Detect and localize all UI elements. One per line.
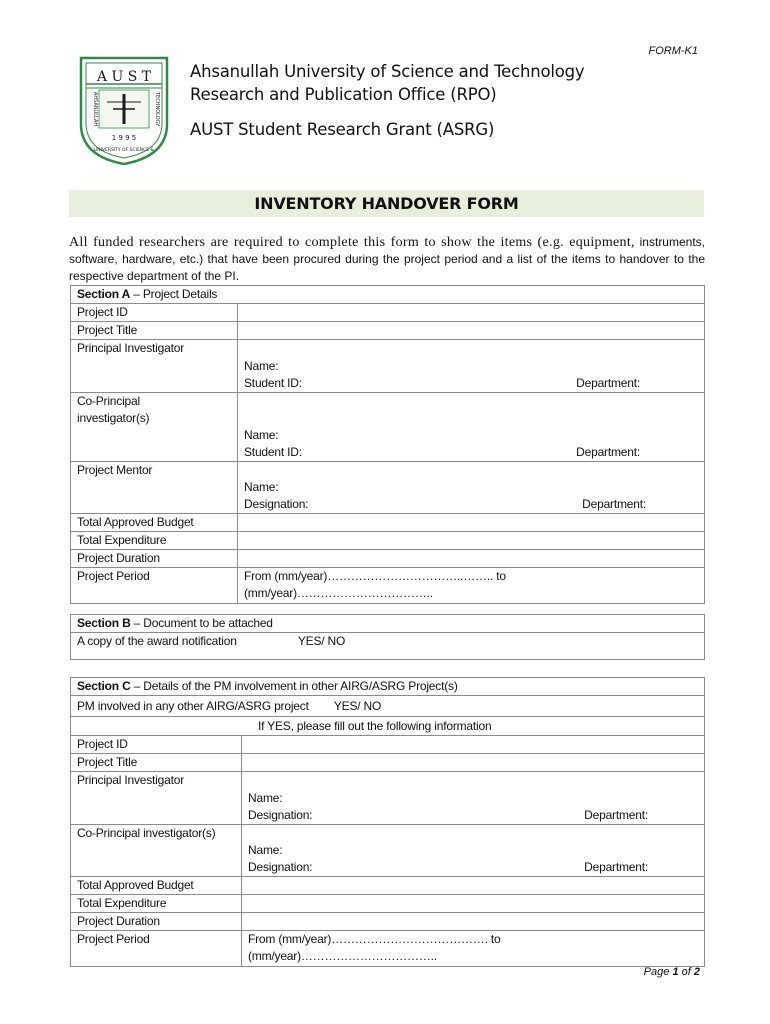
c-field-project-id[interactable]	[242, 736, 705, 754]
pi-department-label: Department:	[576, 375, 640, 390]
mentor-name-label: Name:	[244, 479, 279, 494]
logo-text-bottom: UNIVERSITY OF SCIENCE &	[93, 148, 155, 153]
label-co-pi: Co-Principal investigator(s)	[71, 392, 238, 427]
section-a-table	[70, 285, 705, 604]
pi-student-id-label: Student ID:	[244, 375, 302, 390]
label-principal-investigator: Principal Investigator	[71, 340, 238, 358]
logo-text-right: TECHNOLOGY	[154, 92, 160, 127]
field-co-pi[interactable]	[238, 392, 705, 427]
co-pi-name-label: Name:	[244, 427, 279, 442]
period-to: (mm/year)……………………………..	[244, 585, 433, 600]
c-pi-department-label: Department:	[584, 807, 648, 822]
label-project-period: Project Period	[71, 567, 238, 603]
field-co-pi-details[interactable]	[238, 427, 705, 462]
grant-name: AUST Student Research Grant (ASRG)	[190, 120, 495, 139]
intro-serif: All funded researchers are required to complete this form to show the items (e.g. equipment,	[69, 235, 635, 250]
pi-name-label: Name:	[244, 358, 279, 373]
c-period-from: From (mm/year)…………………………………. to	[248, 932, 501, 946]
label-total-expenditure: Total Expenditure	[71, 531, 238, 549]
section-a-heading: Section A – Project Details	[71, 286, 705, 304]
university-name: Ahsanullah University of Science and Technology	[190, 62, 585, 81]
c-label-total-expenditure: Total Expenditure	[71, 895, 242, 913]
c-field-total-budget[interactable]	[242, 877, 705, 895]
c-period-to: (mm/year)……………………………..	[248, 949, 437, 963]
pm-involved-label: PM involved in any other AIRG/ASRG project	[77, 699, 309, 713]
if-yes-note: If YES, please fill out the following information	[71, 717, 705, 736]
c-field-principal-investigator[interactable]	[242, 772, 705, 790]
c-co-pi-department-label: Department:	[584, 860, 648, 874]
page-number: Page 1 of 2	[643, 966, 700, 978]
field-total-expenditure[interactable]	[238, 531, 705, 549]
field-pi-details[interactable]	[238, 358, 705, 393]
office-name: Research and Publication Office (RPO)	[190, 85, 497, 104]
c-field-project-duration[interactable]	[242, 913, 705, 931]
section-c-table	[70, 677, 705, 967]
c-label-principal-investigator: Principal Investigator	[71, 772, 242, 790]
university-logo	[75, 54, 173, 166]
mentor-designation-label: Designation:	[244, 496, 309, 511]
mentor-department-label: Department:	[582, 496, 646, 511]
c-field-co-pi[interactable]	[242, 824, 705, 842]
label-project-title: Project Title	[71, 322, 238, 340]
co-pi-department-label: Department:	[576, 444, 640, 459]
c-co-pi-designation-label: Designation:	[248, 860, 313, 874]
label-project-mentor: Project Mentor	[71, 461, 238, 479]
field-project-period[interactable]	[238, 567, 705, 603]
header	[190, 60, 585, 141]
award-notification-label: A copy of the award notification	[77, 634, 237, 648]
field-project-duration[interactable]	[238, 549, 705, 567]
field-project-mentor[interactable]	[238, 461, 705, 479]
c-field-project-period[interactable]	[242, 931, 705, 967]
period-from: From (mm/year)……………………………..…….. to	[244, 568, 506, 583]
intro-rest: instruments, software, hardware, etc.) that have been procured during the project period and a list of the items to handover to the respective department of the PI.	[69, 235, 705, 283]
form-code: FORM-K1	[648, 45, 698, 57]
c-pi-designation-label: Designation:	[248, 807, 313, 822]
label-project-duration: Project Duration	[71, 549, 238, 567]
label-total-budget: Total Approved Budget	[71, 513, 238, 531]
logo-text-top: A U S T	[96, 69, 152, 85]
c-label-project-title: Project Title	[71, 754, 242, 772]
form-title: INVENTORY HANDOVER FORM	[254, 194, 519, 213]
c-co-pi-name-label: Name:	[248, 843, 283, 857]
label-project-id: Project ID	[71, 304, 238, 322]
form-title-band	[69, 190, 704, 217]
c-label-co-pi: Co-Principal investigator(s)	[71, 824, 242, 842]
logo-text-left: AHSANULLAH	[92, 92, 98, 127]
section-b-table	[70, 614, 705, 660]
c-field-pi-details[interactable]	[242, 790, 705, 825]
pm-involved-yes-no[interactable]: YES/ NO	[333, 699, 382, 713]
field-project-title[interactable]	[238, 322, 705, 340]
award-notification-row	[71, 633, 705, 660]
field-project-id[interactable]	[238, 304, 705, 322]
c-label-total-budget: Total Approved Budget	[71, 877, 242, 895]
intro-paragraph	[69, 234, 705, 285]
field-total-budget[interactable]	[238, 513, 705, 531]
logo-year: 1 9 9 5	[111, 134, 137, 142]
c-field-total-expenditure[interactable]	[242, 895, 705, 913]
section-c-heading: Section C – Details of the PM involvement in other AIRG/ASRG Project(s)	[71, 678, 705, 696]
c-field-co-pi-details[interactable]	[242, 842, 705, 877]
award-notification-yes-no[interactable]: YES/ NO	[297, 634, 346, 648]
section-b-heading: Section B – Document to be attached	[71, 615, 705, 633]
c-label-project-id: Project ID	[71, 736, 242, 754]
field-principal-investigator[interactable]	[238, 340, 705, 358]
co-pi-student-id-label: Student ID:	[244, 444, 302, 459]
c-label-project-duration: Project Duration	[71, 913, 242, 931]
pm-involved-row	[71, 696, 705, 717]
c-field-project-title[interactable]	[242, 754, 705, 772]
field-mentor-details[interactable]	[238, 479, 705, 514]
c-pi-name-label: Name:	[248, 790, 283, 805]
c-label-project-period: Project Period	[71, 931, 242, 967]
